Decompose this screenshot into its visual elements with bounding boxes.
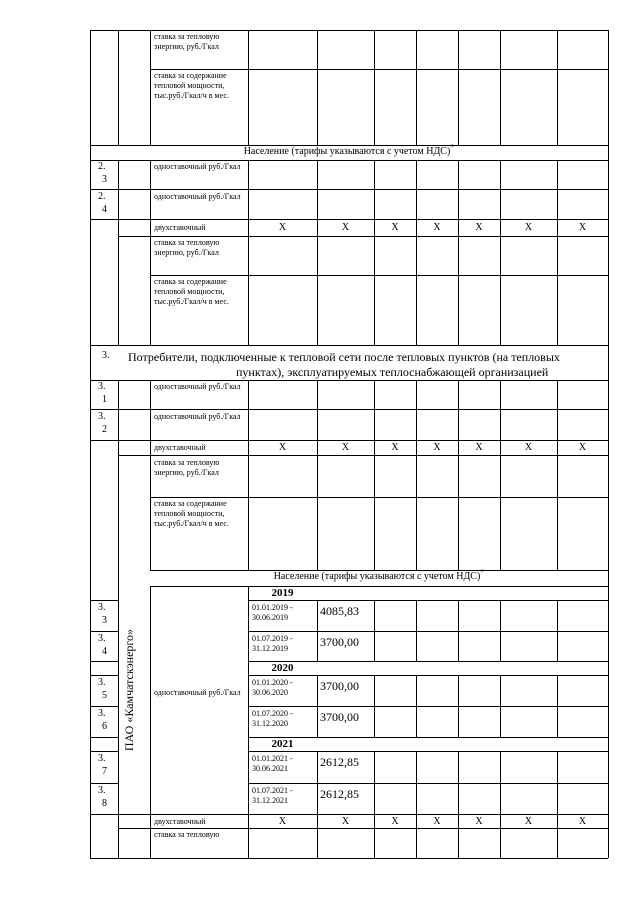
x-mark: X: [524, 442, 533, 453]
row-number: 3.: [98, 753, 106, 764]
table-rule: [608, 160, 609, 345]
period-dates: 01.01.2021 - 30.06.2021: [252, 754, 293, 773]
row-number: 7: [102, 766, 107, 777]
row-number: 1: [102, 394, 107, 405]
table-rule: [150, 30, 151, 145]
table-rule: [150, 160, 151, 345]
rate-heat-label: ставка за тепловую энергию, руб./Гкал: [154, 238, 220, 257]
table-rule: [90, 675, 118, 676]
year-label: 2021: [271, 738, 294, 750]
section-title: Потребители, подключенные к тепловой сети после тепловых пунктов (на тепловых: [128, 350, 560, 364]
table-rule: [374, 160, 375, 345]
table-rule: [150, 586, 608, 587]
x-mark: X: [278, 442, 287, 453]
table-rule: [248, 380, 249, 570]
table-rule: [458, 380, 459, 570]
x-mark: X: [578, 816, 587, 827]
row-number: 3.: [98, 677, 106, 688]
tariff-value: 4085,83: [320, 604, 359, 618]
table-rule: [90, 30, 608, 31]
table-rule: [90, 586, 91, 858]
table-rule: [500, 675, 501, 737]
period-dates: 01.07.2021 - 31.12.2021: [252, 786, 293, 805]
table-rule: [90, 737, 118, 738]
table-rule: [458, 160, 459, 345]
table-rule: [90, 661, 118, 662]
rate-heat-label: ставка за тепловую: [154, 830, 220, 839]
table-rule: [90, 600, 118, 601]
table-rule: [118, 455, 608, 456]
x-mark: X: [433, 816, 441, 827]
table-rule: [557, 751, 558, 858]
rate-capacity-label: ставка за содержание тепловой мощности, тыс.руб./Гкал/ч в мес.: [154, 499, 229, 528]
table-rule: [90, 380, 608, 381]
table-rule: [118, 586, 119, 858]
table-rule: [500, 751, 501, 858]
table-rule: [458, 751, 459, 858]
table-rule: [500, 160, 501, 345]
row-number: 3: [102, 615, 107, 626]
x-mark: X: [475, 442, 483, 453]
table-rule: [458, 30, 459, 145]
rate-heat-label: ставка за тепловую энергию, руб./Гкал: [154, 458, 220, 477]
table-rule: [248, 751, 608, 752]
table-rule: [118, 236, 608, 237]
table-rule: [150, 586, 151, 858]
single-rate-label: одноставочный руб./Гкал: [154, 412, 241, 421]
section-title: пунктах), эксплуатируемых теплоснабжающей организацией: [236, 365, 549, 379]
period-dates: 01.07.2020 - 31.12.2020: [252, 709, 293, 728]
table-rule: [500, 600, 501, 661]
table-rule: [90, 783, 118, 784]
table-rule: [458, 675, 459, 737]
row-number: 3: [102, 174, 107, 185]
tariff-value: 3700,00: [320, 679, 359, 693]
table-rule: [90, 706, 118, 707]
table-rule: [374, 30, 375, 145]
x-mark: X: [341, 442, 350, 453]
table-rule: [248, 160, 249, 345]
table-rule: [248, 706, 608, 707]
table-rule: [608, 345, 609, 380]
table-rule: [248, 783, 608, 784]
table-rule: [317, 675, 318, 737]
table-rule: [150, 275, 608, 276]
table-rule: [557, 160, 558, 345]
period-dates: 01.01.2019 - 30.06.2019: [252, 603, 293, 622]
table-rule: [416, 380, 417, 570]
row-number: 5: [102, 690, 107, 701]
table-rule: [150, 69, 608, 70]
table-rule: [248, 631, 608, 632]
table-rule: [374, 600, 375, 661]
table-rule: [416, 751, 417, 858]
x-mark: X: [341, 222, 350, 233]
table-rule: [500, 380, 501, 570]
table-rule: [374, 751, 375, 858]
table-rule: [557, 675, 558, 737]
table-rule: [500, 30, 501, 145]
double-rate-label: двухставочный: [154, 817, 206, 826]
table-rule: [557, 600, 558, 661]
tariff-value: 2612,85: [320, 755, 359, 769]
x-mark: X: [391, 442, 399, 453]
table-rule: [248, 30, 249, 145]
section-number: 3.: [102, 350, 110, 361]
table-rule: [90, 345, 608, 346]
population-header: Население (тарифы указываются с учетом НДС)*: [273, 567, 485, 582]
x-mark: X: [433, 442, 441, 453]
single-rate-label: одноставочный руб./Гкал: [154, 192, 241, 201]
x-mark: X: [278, 222, 287, 233]
table-rule: [90, 751, 118, 752]
row-number: 2.: [98, 161, 106, 172]
double-rate-label: двухставочный: [154, 223, 206, 232]
table-rule: [374, 675, 375, 737]
table-rule: [150, 380, 151, 570]
row-number: 3.: [98, 381, 106, 392]
table-rule: [458, 600, 459, 661]
row-number: 6: [102, 721, 107, 732]
row-number: 8: [102, 798, 107, 809]
table-rule: [90, 160, 608, 161]
table-rule: [608, 30, 609, 145]
x-mark: X: [475, 222, 483, 233]
table-rule: [416, 160, 417, 345]
population-header: Население (тарифы указываются с учетом НДС)*: [243, 142, 455, 157]
period-dates: 01.07.2019 - 31.12.2019: [252, 634, 293, 653]
table-rule: [90, 858, 608, 859]
x-mark: X: [578, 442, 587, 453]
rate-heat-label: ставка за тепловую энергию, руб./Гкал: [154, 32, 220, 51]
x-mark: X: [391, 816, 399, 827]
table-rule: [608, 380, 609, 570]
table-rule: [416, 675, 417, 737]
row-number: 4: [102, 646, 107, 657]
table-rule: [118, 160, 119, 345]
table-rule: [557, 380, 558, 570]
tariff-value: 3700,00: [320, 710, 359, 724]
year-label: 2019: [271, 587, 294, 599]
table-rule: [90, 345, 91, 380]
row-number: 3.: [98, 602, 106, 613]
table-rule: [90, 380, 91, 586]
table-rule: [416, 600, 417, 661]
table-rule: [248, 675, 608, 676]
x-mark: X: [433, 222, 441, 233]
rate-capacity-label: ставка за содержание тепловой мощности, тыс.руб./Гкал/ч в мес.: [154, 277, 229, 306]
table-rule: [317, 380, 318, 570]
table-rule: [118, 380, 119, 586]
table-rule: [317, 600, 318, 661]
table-rule: [90, 189, 608, 190]
table-rule: [150, 497, 608, 498]
row-number: 3.: [98, 411, 106, 422]
table-rule: [118, 828, 608, 829]
table-rule: [557, 30, 558, 145]
table-rule: [90, 219, 608, 220]
row-number: 2: [102, 424, 107, 435]
table-rule: [374, 380, 375, 570]
row-number: 4: [102, 204, 107, 215]
table-rule: [248, 600, 608, 601]
table-rule: [118, 30, 119, 145]
rate-capacity-label: ставка за содержание тепловой мощности, тыс.руб./Гкал/ч в мес.: [154, 71, 229, 100]
table-rule: [90, 30, 91, 160]
row-number: 3.: [98, 785, 106, 796]
x-mark: X: [524, 816, 533, 827]
table-rule: [90, 409, 608, 410]
period-dates: 01.01.2020 - 30.06.2020: [252, 678, 293, 697]
organization-name: ПАО «Камчатскэнерго»: [122, 628, 136, 752]
tariff-value: 2612,85: [320, 787, 359, 801]
table-rule: [90, 631, 118, 632]
table-rule: [416, 30, 417, 145]
row-number: 2.: [98, 191, 106, 202]
single-rate-label: одноставочный руб./Гкал: [154, 688, 241, 697]
table-rule: [608, 586, 609, 858]
row-number: 3.: [98, 708, 106, 719]
x-mark: X: [524, 222, 533, 233]
single-rate-label: одноставочный руб./Гкал: [154, 382, 241, 391]
tariff-value: 3700,00: [320, 635, 359, 649]
year-label: 2020: [271, 662, 294, 674]
double-rate-label: двухставочный: [154, 443, 206, 452]
x-mark: X: [475, 816, 483, 827]
table-rule: [90, 814, 608, 815]
table-rule: [317, 30, 318, 145]
table-rule: [90, 160, 91, 345]
x-mark: X: [578, 222, 587, 233]
row-number: 3.: [98, 633, 106, 644]
x-mark: X: [391, 222, 399, 233]
single-rate-label: одноставочный руб./Гкал: [154, 162, 241, 171]
table-rule: [90, 440, 608, 441]
table-rule: [317, 160, 318, 345]
x-mark: X: [341, 816, 350, 827]
x-mark: X: [278, 816, 287, 827]
